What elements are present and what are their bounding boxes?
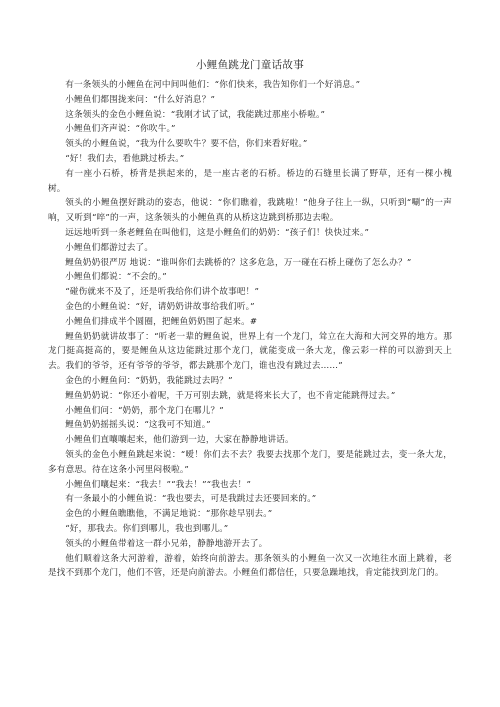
paragraph: 小鲤鱼们直嚷嚷起来，他们游到一边，大家在静静地讲话。 (65, 435, 294, 446)
paragraph: “好！我们去，看他跳过桥去。” (65, 153, 185, 164)
paragraph: 小鲤鱼们排成半个圆圈，把鲤鱼奶奶围了起来。# (65, 316, 258, 327)
paragraph: 这条领头的金色小鲤鱼说：“我刚才试了试，我能跳过那座小桥啦。” (65, 109, 326, 120)
paragraph: 小鲤鱼们都说：“不会的。” (65, 272, 167, 283)
paragraph: 领头的金色小鲤鱼跳起来说：“嗳！你们去不去？我要去找那个龙门，要是能跳过去，变一条大龙，多有意思。待在这条小河里闷极啦。” (48, 449, 452, 475)
paragraph: 小鲤鱼们问：“奶奶，那个龙门在哪儿？” (65, 405, 224, 416)
paragraph: 金色的小鲤鱼瞧瞧他，不满足地说：“那你趁早别去。” (65, 509, 273, 520)
paragraph: “好，那我去。你们到哪儿，我也到哪儿。” (65, 523, 229, 534)
paragraph: 小鲤鱼们都游过去了。 (65, 242, 154, 253)
paragraph: 有一条领头的小鲤鱼在河中间叫他们：“你们快来，我告知你们一个好消息。” (65, 80, 361, 90)
paragraph: 远远地听到一条老鲤鱼在叫他们，这是小鲤鱼们的奶奶：“孩子们！快快过来。” (65, 227, 370, 238)
paragraph: 金色的小鲤鱼问：“奶奶，我能跳过去吗？” (65, 375, 233, 386)
paragraph: 小鲤鱼们齐声说：“你吹牛。” (65, 124, 176, 135)
paragraph: 他们顺着这条大河游着，游着，始终向前游去。那条领头的小鲤鱼一次又一次地往水面上跳着，老是找不到那个龙门，他们不管，还是向前游去。小鲤鱼们都信任，只要急躁地找，肯定能找到龙门的。 (48, 553, 452, 579)
paragraph: 鲤鱼奶奶很严厉 地说：“谁叫你们去跳桥的？这多危急，万一碰在石桥上碰伤了怎么办？” (65, 257, 412, 268)
paragraph: “碰伤就来不及了，还是听我给你们讲个故事吧！” (65, 287, 260, 298)
story-title: 小鲤鱼跳龙门童话故事 (196, 59, 304, 71)
paragraph: 金色的小鲤鱼说：“好，请奶奶讲故事给我们听。” (65, 301, 255, 312)
paragraph: 有一座小石桥，桥背是拱起来的，是一座古老的石桥。桥边的石缝里长满了野草，还有一棵小槐树。 (48, 168, 452, 194)
paragraph: 领头的小鲤鱼摆好跳动的姿态，他说：“你们瞧着，我跳啦！”他身子往上一纵，只听到“唰”的一声响，又听到“啐”的一声，这条领头的小鲤鱼真的从桥这边跳到桥那边去啦。 (48, 198, 452, 224)
paragraph: 小鲤鱼们嚷起来：“我去！”“我去！”“我也去！” (65, 479, 252, 490)
paragraph: 领头的小鲤鱼说，“我为什么要吹牛？要不信，你们来看好啦。” (65, 139, 308, 150)
paragraph: 鲤鱼奶奶说：“你还小着呢，千万可别去跳，就是将来长大了，也不肯定能跳得过去。” (65, 390, 396, 401)
paragraph: 有一条最小的小鲤鱼说：“我也要去，可是我跳过去还要回来的。” (65, 494, 317, 505)
paragraph: 小鲤鱼们都围拢来问：“什么好消息？” (65, 94, 216, 105)
paragraph: 领头的小鲤鱼带着这一群小兄弟，静静地游开去了。 (65, 538, 268, 549)
paragraph: 鲤鱼奶奶就讲故事了：“听老一辈的鲤鱼说，世界上有一个龙门，耸立在大海和大河交界的地方。那龙门挺高挺高的，要是鲤鱼从这边能跳过那个龙门，就能变成一条大龙，像云彩一样的可以游到天上去。我们的爷爷，还有爷爷的爷爷，都去跳那个龙门，谁也没有跳过去……” (48, 331, 452, 372)
story-body (48, 78, 452, 581)
paragraph: 鲤鱼奶奶摇摇头说：“这我可不知道。” (65, 420, 211, 431)
